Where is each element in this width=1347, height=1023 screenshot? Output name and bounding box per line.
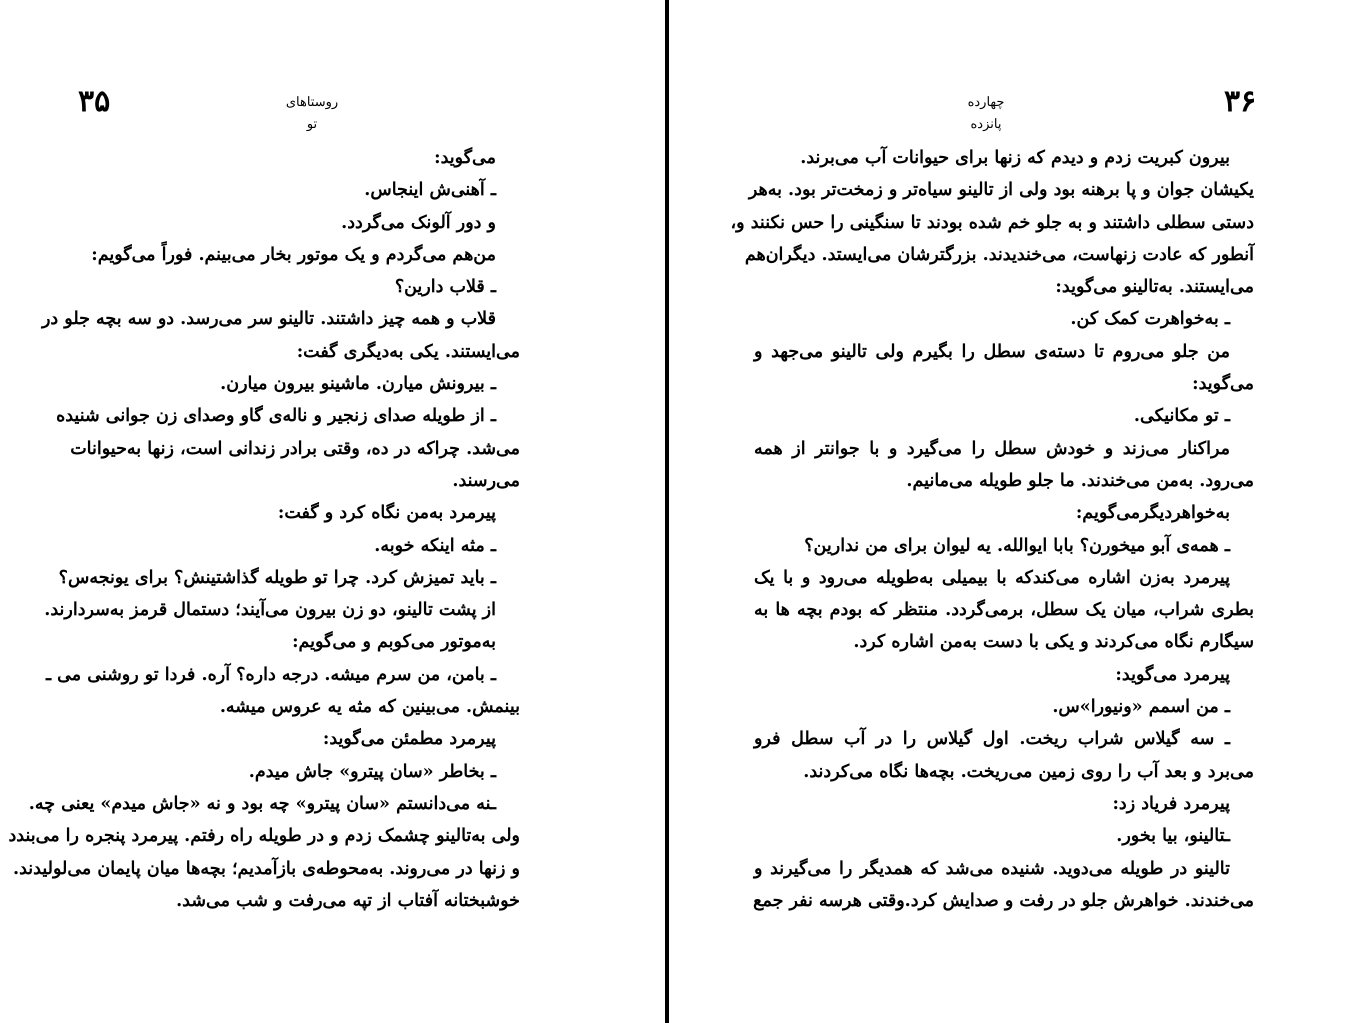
book-gutter bbox=[665, 0, 669, 1023]
text-line: من‌هم می‌گردم و یک موتور بخار می‌بینم. فوراً می‌گویم: bbox=[91, 244, 496, 265]
text-line: پیرمرد فریاد زد: bbox=[1112, 793, 1230, 814]
running-head: چهارده پانزده bbox=[967, 95, 1005, 132]
text-line: آنطور که عادت زنهاست، می‌خندیدند. بزرگترشان می‌ایستد. دیگران‌هم bbox=[744, 244, 1254, 265]
text-line: یکیشان جوان و پا برهنه بود ولی از تالینو سیاه‌تر و زمخت‌تر بود. به‌هر bbox=[748, 180, 1254, 201]
text-line: و زنها در می‌روند. به‌محوطه‌ی بازآمدیم؛ بچه‌ها میان پایمان می‌لولیدند. bbox=[13, 858, 520, 879]
text-line: من جلو می‌روم تا دسته‌ی سطل را بگیرم ولی تالینو می‌جهد و bbox=[754, 341, 1230, 362]
text-line: ـ قلاب دارین؟ bbox=[394, 277, 496, 298]
text-line: می‌رود. به‌من می‌خندند. ما جلو طویله می‌مانیم. bbox=[906, 470, 1254, 491]
text-line: می‌گوید: bbox=[1192, 374, 1254, 395]
text-line: تالینو در طویله می‌دوید. شنیده می‌شد که همدیگر را می‌گیرند و bbox=[754, 858, 1230, 879]
text-line: ـ بامن، من سرم میشه. درجه داره؟ آره. فردا تو روشنی می ـ bbox=[45, 664, 496, 685]
text-line: پیرمرد به‌من نگاه کرد و گفت: bbox=[277, 503, 496, 524]
text-line: بینمش. می‌بینین که مثه یه عروس میشه. bbox=[219, 697, 520, 718]
text-line: خوشبختانه آفتاب از تپه می‌رفت و شب می‌شد. bbox=[176, 890, 520, 911]
text-line: ـ باید تمیزش کرد. چرا تو طویله گذاشتینش؟ برای یونجه‌س؟ bbox=[58, 567, 496, 588]
text-line: مراکنار می‌زند و خودش سطل را می‌گیرد و با جوانتر از همه bbox=[754, 438, 1230, 459]
text-line: به‌خواهردیگرمی‌گویم: bbox=[1075, 503, 1230, 524]
text-line: سیگارم نگاه می‌کردند و یکی با دست به‌من اشاره کرد. bbox=[853, 632, 1254, 653]
text-line: قلاب و همه چیز داشتند. تالینو سر می‌رسد. دو سه بچه جلو در bbox=[41, 309, 496, 330]
text-line: بیرون کبریت زدم و دیدم که زنها برای حیوانات آب می‌برند. bbox=[800, 148, 1230, 168]
text-line: ـ تو مکانیکی. bbox=[1133, 406, 1230, 427]
text-line: ـ بخاطر «سان پیترو» جاش میدم. bbox=[248, 761, 496, 782]
left-page bbox=[0, 0, 666, 1023]
text-line: می‌شد. چراکه در ده، وقتی برادر زندانی است، زنها به‌حیوانات bbox=[70, 438, 520, 459]
text-line: بطری شراب، میان یک سطل، برمی‌گردد. منتظر که بودم بچه ها به bbox=[754, 600, 1254, 621]
text-line: ـ سه گیلاس شراب ریخت. اول گیلاس را در آب سطل فرو bbox=[754, 729, 1230, 750]
text-line: می‌گوید: bbox=[434, 148, 496, 168]
running-head: روستاهای تو bbox=[285, 95, 339, 132]
text-line: ـ از طویله صدای زنجیر و ناله‌ی گاو وصدای زن جوانی شنیده bbox=[56, 406, 496, 427]
text-line: می‌رسند. bbox=[452, 470, 520, 491]
text-line: پیرمرد می‌گوید: bbox=[1115, 664, 1230, 685]
text-line: می‌ایستند. یکی به‌دیگری گفت: bbox=[296, 341, 520, 362]
page-number: ۳۶ bbox=[1224, 84, 1257, 119]
text-line: ـ به‌خواهرت کمک کن. bbox=[1070, 309, 1230, 330]
text-line: ـ مثه اینکه خوبه. bbox=[374, 535, 496, 556]
text-line: دستی سطلی داشتند و به جلو خم شده بودند تا سنگینی را حس نکنند و، bbox=[730, 212, 1254, 233]
body-text bbox=[8, 142, 520, 917]
text-line: ولی به‌تالینو چشمک زدم و در طویله راه رفتم. پیرمرد پنجره را می‌بندد bbox=[8, 826, 520, 847]
text-line: می‌برد و بعد آب را روی زمین می‌ریخت. بچه‌ها نگاه می‌کردند. bbox=[803, 761, 1254, 782]
text-line: و دور آلونک می‌گردد. bbox=[341, 212, 496, 233]
page-number: ۳۵ bbox=[78, 84, 111, 119]
text-line: ـنه می‌دانستم «سان پیترو» چه بود و نه «جاش میدم» یعنی چه. bbox=[28, 793, 496, 814]
text-line: پیرمرد به‌زن اشاره می‌کندکه با بیمیلی به‌طویله می‌رود و با یک bbox=[754, 567, 1230, 588]
text-line: ـ آهنی‌ش اینجاس. bbox=[364, 180, 496, 201]
text-line: از پشت تالینو، دو زن بیرون می‌آیند؛ دستمال قرمز به‌سردارند. bbox=[44, 600, 496, 621]
text-line: می‌خندند. خواهرش جلو در رفت و صدایش کرد.وقتی هرسه نفر جمع bbox=[753, 890, 1254, 911]
text-line: به‌موتور می‌کوبم و می‌گویم: bbox=[292, 632, 496, 653]
text-line: ـ من اسمم «ونیو‌را»س. bbox=[1052, 697, 1230, 718]
text-line: پیرمرد مطمئن می‌گوید: bbox=[322, 729, 496, 750]
text-line: ـتالینو، بیا بخور. bbox=[1116, 826, 1230, 847]
text-line: می‌ایستند. به‌تالینو می‌گوید: bbox=[1055, 277, 1254, 298]
text-line: ـ بیرونش میارن. ماشینو بیرون میارن. bbox=[220, 374, 496, 395]
text-line: ـ همه‌ی آبو میخورن؟ بابا ایوالله. یه لیوان برای من ندارین؟ bbox=[804, 535, 1230, 556]
body-text bbox=[730, 142, 1254, 917]
right-page bbox=[670, 0, 1347, 1023]
